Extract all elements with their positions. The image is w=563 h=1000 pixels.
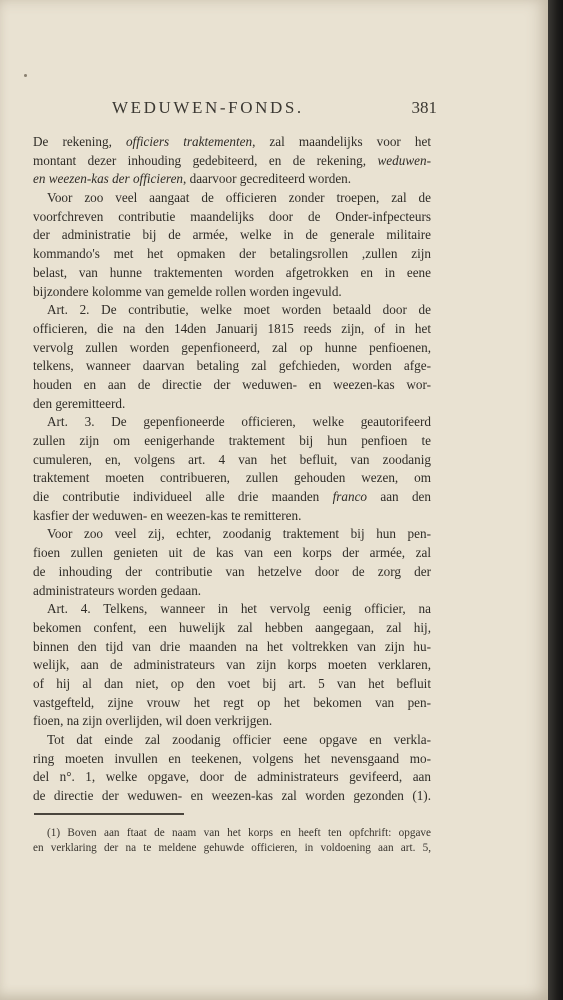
text-line: ring moeten invullen en teekenen, volgens het nevensgaand mo- [33, 750, 431, 766]
page-edge-shadow [548, 0, 563, 1000]
text-line: belast, van hunne traktementen worden afgetrokken en in eene [33, 264, 431, 280]
text-line: binnen den tijd van drie maanden na het voltrekken van zijn hu- [33, 638, 431, 654]
footnote-line: en verklaring der na te meldene gehuwde officieren, in voldoening aan art. 5, [33, 842, 431, 854]
page-number: 381 [411, 98, 437, 117]
text-line: Voor zoo veel aangaat de officieren zonder troepen, zal de [47, 190, 431, 206]
text-line: bijzondere kolomme van gemelde rollen worden ingevuld. [33, 283, 342, 299]
text-line: houden en aan de directie der weduwen- en weezen-kas wor- [33, 376, 431, 392]
text-line: en weezen-kas der officieren, daarvoor gecrediteerd worden. [33, 171, 352, 187]
text-line: voorfchreven contributie maandelijks door de Onder-infpecteurs [33, 208, 431, 224]
paper-speck [24, 74, 27, 77]
text-line: den geremitteerd. [33, 395, 126, 411]
footnote-line: (1) Boven aan ftaat de naam van het korps en heeft ten opfchrift: opgave [47, 827, 431, 839]
body-text [33, 133, 431, 806]
text-line: die contributie individueel alle drie maanden franco aan den [33, 489, 431, 505]
text-line: telkens, wanneer daarvan betaling zal gefchieden, worden afge- [33, 358, 431, 374]
text-line: zullen zijn om eenigerhande traktement bij hun penfioen te [33, 433, 431, 448]
running-title: WEDUWEN-FONDS. [112, 98, 304, 117]
text-line: traktement moeten contribueren, zullen gehouden wezen, om [33, 470, 431, 486]
text-line: Tot dat einde zal zoodanig officier eene opgave en verkla- [47, 732, 431, 747]
text-line: kommando's met het opmaken der betalingsrollen ,zullen zijn [33, 246, 431, 262]
text-line: fioen zullen genieten uit de kas van een korps der armée, zal [33, 545, 431, 561]
text-line: of hij al dan niet, op den voet bij art. 5 van het befluit [33, 675, 431, 691]
text-line: Voor zoo veel zij, echter, zoodanig traktement bij hun pen- [47, 526, 431, 542]
text-line: montant dezer inhouding gedebiteerd, en de rekening, weduwen- [33, 152, 431, 168]
text-line: del n°. 1, welke opgave, door de administrateurs gevifeerd, aan [33, 769, 431, 785]
text-line: Art. 4. Telkens, wanneer in het vervolg eenig officier, na [47, 601, 431, 617]
text-line: der administratie bij de armée, welke in de generale militaire [33, 227, 431, 243]
text-line: vastgefteld, zijne vrouw het regt op het bekomen van pen- [33, 694, 431, 710]
text-line: bekomen confent, een huwelijk zal hebben aangegaan, zal hij, [33, 619, 431, 635]
text-line: de inhouding der contributie van hetzelve door de zorg der [33, 563, 431, 579]
text-line: vervolg zullen worden gepenfioneerd, zal op hunne penfioenen, [33, 339, 431, 355]
text-line: cumuleren, en, volgens art. 4 van het befluit, van zoodanig [33, 451, 431, 467]
text-line: Art. 2. De contributie, welke moet worden betaald door de [47, 302, 431, 318]
text-line: De rekening, officiers traktementen, zal maandelijks voor het [33, 134, 431, 149]
text-line: administrateurs worden gedaan. [33, 582, 202, 598]
text-line: officieren, die na den 14den Januarij 1815 reeds zijn, of in het [33, 320, 431, 336]
footnote-rule [34, 813, 184, 815]
page-header [112, 98, 437, 122]
footnote [33, 826, 431, 856]
text-line: Art. 3. De gepenfioneerde officieren, welke geautorifeerd [47, 414, 431, 430]
text-line: kasfier der weduwen- en weezen-kas te remitteren. [33, 507, 302, 523]
text-line: fioen, na zijn overlijden, wil doen verkrijgen. [33, 713, 273, 729]
text-line: welijk, aan de administrateurs van zijn korps moeten verklaren, [33, 657, 431, 673]
text-line: de directie der weduwen- en weezen-kas zal worden gezonden (1). [33, 788, 431, 804]
